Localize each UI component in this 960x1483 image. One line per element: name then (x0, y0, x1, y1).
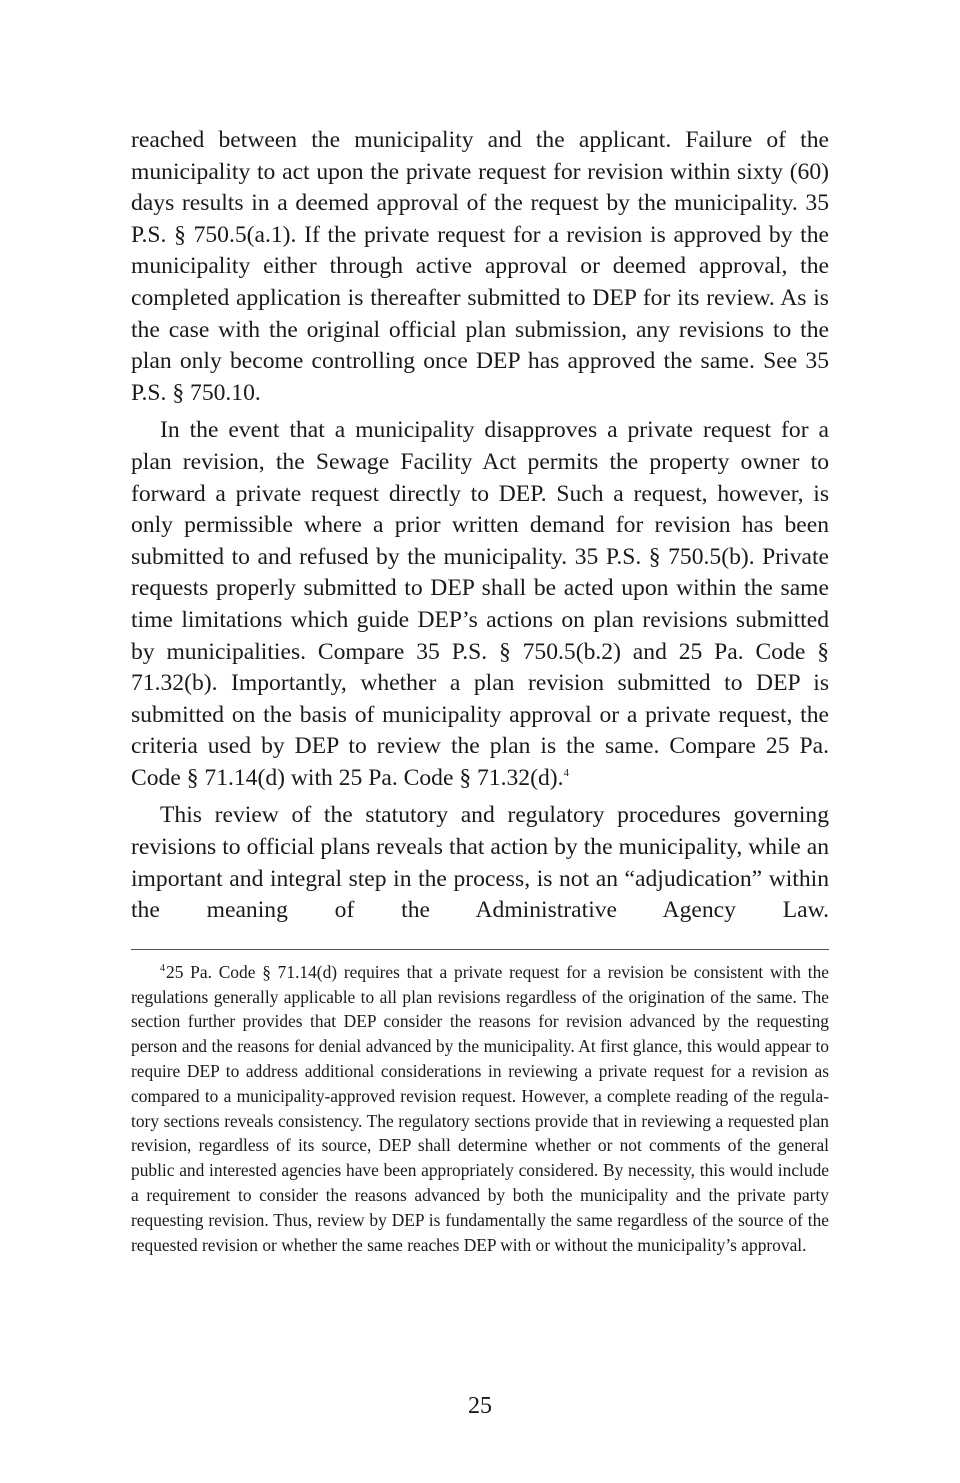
footnote-marker: 4 (160, 962, 165, 974)
body-paragraph-2 (131, 415, 829, 794)
body-paragraph-1: reached between the municipality and the applicant. Failure of the municipality to act upon the private request for revision within sixty (60) days results in a deemed approval of the request by the municipality. 35 P.S. § 750.5(a.1). If the private request for a revision is approved by the municipality either through active approval or deemed approval, the completed application is thereafter submitted to DEP for its review. As is the case with the original official plan submission, any revisions to the plan only become controlling once DEP has approved the same. See 35 P.S. § 750.10. (131, 127, 829, 406)
footnote-reference: 4 (563, 766, 570, 779)
body-paragraph-3: This review of the statutory and regulatory procedures governing revisions to official plans reveals that action by the municipality, while an important and integral step in the process, is not an “adjudication” within the meaning of the Administrative Agency Law. (131, 802, 829, 924)
page-number: 25 (468, 1393, 492, 1419)
footnote-4 (131, 960, 829, 1258)
page-body (131, 125, 829, 1257)
body-paragraph-2-text: In the event that a municipality disapproves a private request for a plan revision, the Sewage Facility Act permits the property owner to forward a private request directly to DEP. Such a request, however, is only permissible where a prior written demand for revision has been submitted to and refused by the municipality. 35 P.S. § 750.5(b). Private requests properly submitted to DEP shall be acted upon within the same time limitations which guide DEP’s actions on plan revisions submitted by municipalities. Compare 35 P.S. § 750.5(b.2) and 25 Pa. Code § 71.32(b). Importantly, whether a plan revision submitted to DEP is submitted on the basis of municipality approval or a private request, the criteria used by DEP to review the plan is the same. Compare 25 Pa. Code § 71.14(d) with 25 Pa. Code § 71.32(d). (131, 417, 829, 791)
footnote-divider (131, 949, 829, 950)
footnote-text: 25 Pa. Code § 71.14(d) requires that a private request for a revision be consistent with the regulations generally applicable to all plan revisions regardless of the origination of the same. The section further provides that DEP consider the reasons for revision advanced by the requesting person and the reasons for denial advanced by the municipality. At first glance, this would appear to require DEP to address additional considerations in reviewing a private request for a revision as compared to a municipality-approved revision request. However, a complete reading of the regulatory sections reveals consistency. The regulatory sections provide that in reviewing a requested plan revision, regardless of its source, DEP shall determine whether or not comments of the general public and interested agencies have been appropriately considered. By necessity, this would include a requirement to consider the reasons advanced by both the municipality and the private party requesting revision. Thus, review by DEP is fundamentally the same regardless of the source of the requested revision or whether the same reaches DEP with or without the municipality’s approval. (131, 961, 829, 1255)
